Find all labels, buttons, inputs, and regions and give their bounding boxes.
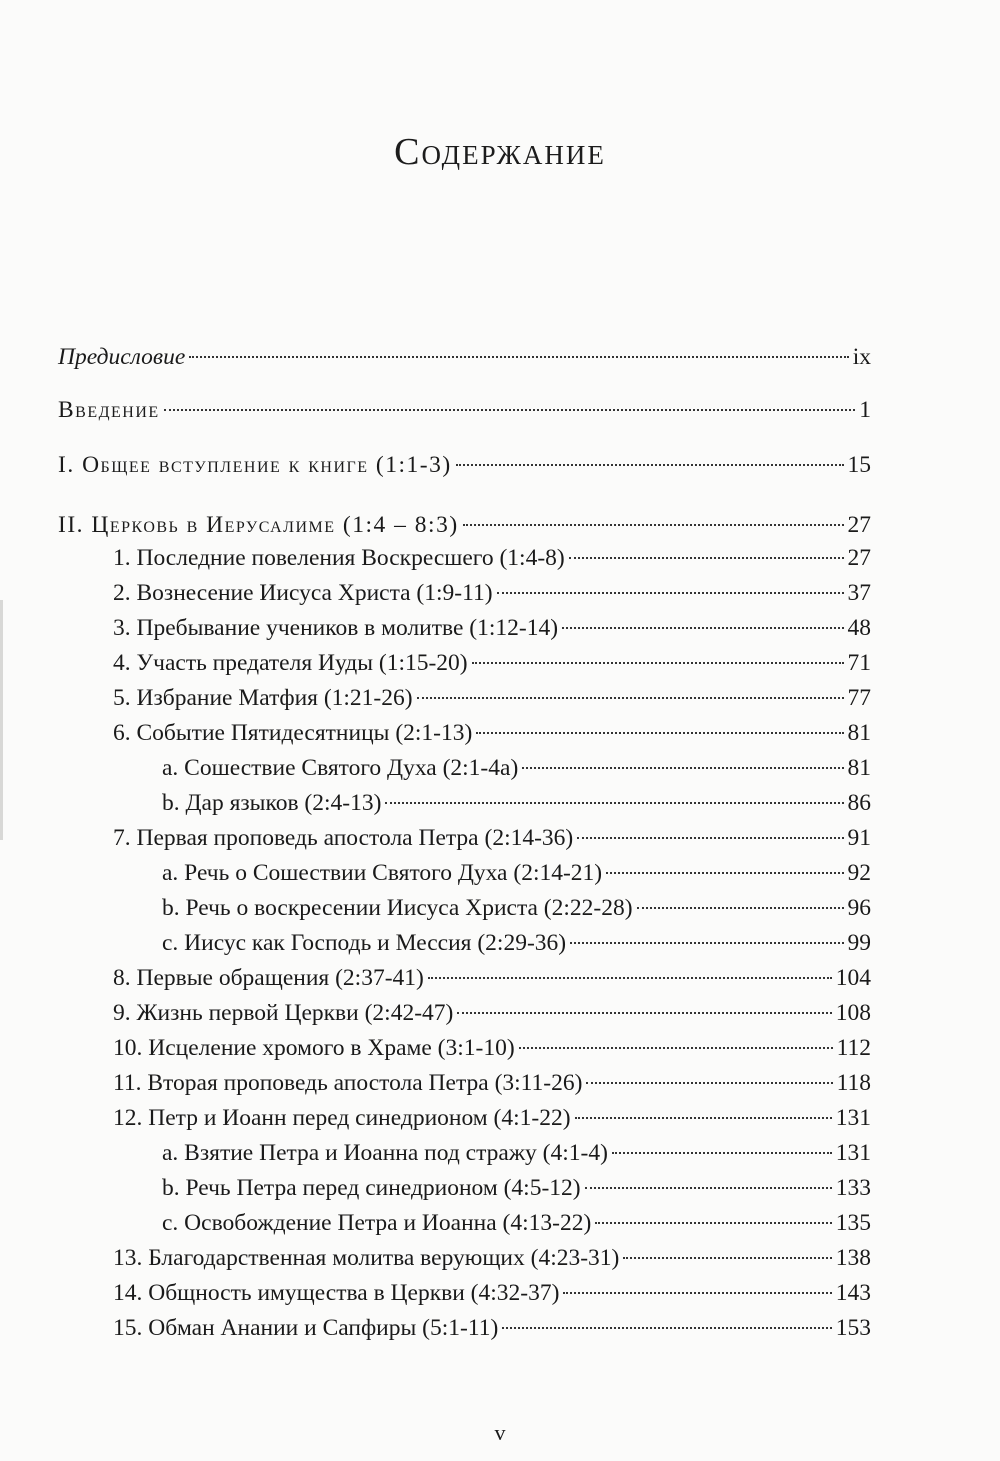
toc-entry-preface[interactable] [58, 340, 871, 374]
toc-entry-page: 1 [859, 397, 871, 423]
toc-entry[interactable] [113, 1276, 871, 1310]
toc-entry-page: 91 [847, 825, 871, 851]
toc-entry[interactable] [113, 1311, 871, 1345]
toc-entry-page: 104 [835, 965, 871, 991]
dot-leader [472, 662, 844, 664]
dot-leader [585, 1187, 832, 1189]
toc-entry[interactable] [113, 541, 871, 575]
toc-entry-part-1[interactable] [58, 448, 871, 482]
dot-leader [586, 1082, 832, 1084]
toc-entry-label: 12. Петр и Иоанн перед синедрионом (4:1-22) [113, 1105, 571, 1131]
dot-leader [569, 557, 844, 559]
page-title: Содержание [394, 131, 606, 173]
toc-entry-label: 6. Событие Пятидесятницы (2:1-13) [113, 720, 473, 746]
toc-entry-label: 9. Жизнь первой Церкви (2:42-47) [113, 1000, 454, 1026]
dot-leader [575, 1117, 832, 1119]
dot-leader [623, 1257, 831, 1259]
toc-entry-page: 138 [835, 1245, 871, 1271]
dot-leader [570, 942, 843, 944]
toc-entry-label: Предисловие [58, 344, 186, 370]
toc-entry-label: b. Речь Петра перед синедрионом (4:5-12) [162, 1175, 581, 1201]
dot-leader [522, 767, 843, 769]
toc-subentry[interactable] [162, 751, 871, 785]
toc-entry-page: 81 [847, 755, 871, 781]
toc-entry-introduction[interactable] [58, 393, 871, 427]
toc-entry-label: c. Освобождение Петра и Иоанна (4:13-22) [162, 1210, 592, 1236]
toc-entry-label: 10. Исцеление хромого в Храме (3:1-10) [113, 1035, 515, 1061]
toc-entry-label: 1. Последние повеления Воскресшего (1:4-8) [113, 545, 565, 571]
toc-entry-page: 153 [835, 1315, 871, 1341]
dot-leader [463, 524, 844, 526]
toc-entry[interactable] [113, 611, 871, 645]
toc-entry-label: 15. Обман Анании и Сапфиры (5:1-11) [113, 1315, 499, 1341]
toc-subentry[interactable] [162, 1136, 871, 1170]
toc-subentry[interactable] [162, 891, 871, 925]
toc-entry-label: a. Речь о Сошествии Святого Духа (2:14-21) [162, 860, 603, 886]
toc-entry-page: 131 [835, 1140, 871, 1166]
toc-entry-page: 143 [835, 1280, 871, 1306]
toc-entry-page: 133 [835, 1175, 871, 1201]
dot-leader [457, 1012, 831, 1014]
toc-entry-label: 3. Пребывание учеников в молитве (1:12-14) [113, 615, 559, 641]
dot-leader [456, 464, 844, 466]
dot-leader [428, 977, 832, 979]
toc-subentry[interactable] [162, 1206, 871, 1240]
toc-entry-label: 2. Вознесение Иисуса Христа (1:9-11) [113, 580, 493, 606]
toc-subentry[interactable] [162, 786, 871, 820]
toc-subentry[interactable] [162, 856, 871, 890]
toc-entry-page: 92 [847, 860, 871, 886]
dot-leader [497, 592, 844, 594]
toc-entry-page: 108 [835, 1000, 871, 1026]
toc-entry-page: 81 [847, 720, 871, 746]
dot-leader [519, 1047, 833, 1049]
toc-entry-page: 37 [847, 580, 871, 606]
toc-entry[interactable] [113, 646, 871, 680]
toc-entry-label: 8. Первые обращения (2:37-41) [113, 965, 424, 991]
dot-leader [606, 872, 843, 874]
dot-leader [476, 732, 843, 734]
toc-entry[interactable] [113, 821, 871, 855]
toc-entry-page: ix [852, 344, 871, 370]
dot-leader [563, 1292, 831, 1294]
toc-entry[interactable] [113, 576, 871, 610]
toc-entry-label: II. Церковь в Иерусалиме (1:4 – 8:3) [58, 512, 459, 538]
dot-leader [637, 907, 844, 909]
toc-entry-page: 27 [847, 545, 871, 571]
dot-leader [385, 802, 843, 804]
toc-entry-page: 135 [835, 1210, 871, 1236]
toc-entry[interactable] [113, 1101, 871, 1135]
toc-entry-page: 77 [847, 685, 871, 711]
toc-entry-page: 112 [836, 1035, 871, 1061]
toc-entry[interactable] [113, 716, 871, 750]
toc-entry-label: 13. Благодарственная молитва верующих (4:23-31) [113, 1245, 620, 1271]
toc-entry[interactable] [113, 996, 871, 1030]
toc-entry-label: b. Речь о воскресении Иисуса Христа (2:22-28) [162, 895, 633, 921]
toc-entry[interactable] [113, 961, 871, 995]
toc-entry-label: 14. Общность имущества в Церкви (4:32-37) [113, 1280, 560, 1306]
toc-entry-page: 96 [847, 895, 871, 921]
dot-leader [595, 1222, 831, 1224]
dot-leader [577, 837, 843, 839]
toc-entry-page: 15 [847, 452, 871, 478]
toc-entry[interactable] [113, 1241, 871, 1275]
page-edge-shadow [0, 600, 3, 840]
toc-entry-page: 118 [836, 1070, 871, 1096]
toc-entry-label: Введение [58, 397, 160, 423]
dot-leader [189, 356, 848, 358]
toc-entry-label: I. Общее вступление к книге (1:1-3) [58, 452, 452, 478]
toc-entry-page: 71 [847, 650, 871, 676]
toc-entry[interactable] [113, 1031, 871, 1065]
toc-entry-label: b. Дар языков (2:4-13) [162, 790, 382, 816]
toc-entry-page: 27 [847, 512, 871, 538]
page-number: v [494, 1420, 506, 1445]
toc-entry-label: 5. Избрание Матфия (1:21-26) [113, 685, 413, 711]
toc-entry-label: 4. Участь предателя Иуды (1:15-20) [113, 650, 468, 676]
toc-entry-label: 11. Вторая проповедь апостола Петра (3:11-26) [113, 1070, 583, 1096]
toc-entry-label: 7. Первая проповедь апостола Петра (2:14-36) [113, 825, 574, 851]
dot-leader [417, 697, 844, 699]
toc-entry[interactable] [113, 681, 871, 715]
dot-leader [164, 409, 856, 411]
dot-leader [612, 1152, 832, 1154]
toc-entry-page: 48 [847, 615, 871, 641]
dot-leader [562, 627, 843, 629]
toc-entry-part-2[interactable] [58, 508, 871, 542]
toc-entry-label: a. Взятие Петра и Иоанна под стражу (4:1-4) [162, 1140, 608, 1166]
toc-entry-page: 86 [847, 790, 871, 816]
toc-entry-label: c. Иисус как Господь и Мессия (2:29-36) [162, 930, 567, 956]
toc-subentry[interactable] [162, 1171, 871, 1205]
toc-entry[interactable] [113, 1066, 871, 1100]
toc-subentry[interactable] [162, 926, 871, 960]
toc-entry-label: a. Сошествие Святого Духа (2:1-4a) [162, 755, 519, 781]
toc-entry-page: 131 [835, 1105, 871, 1131]
dot-leader [502, 1327, 831, 1329]
toc-entry-page: 99 [847, 930, 871, 956]
